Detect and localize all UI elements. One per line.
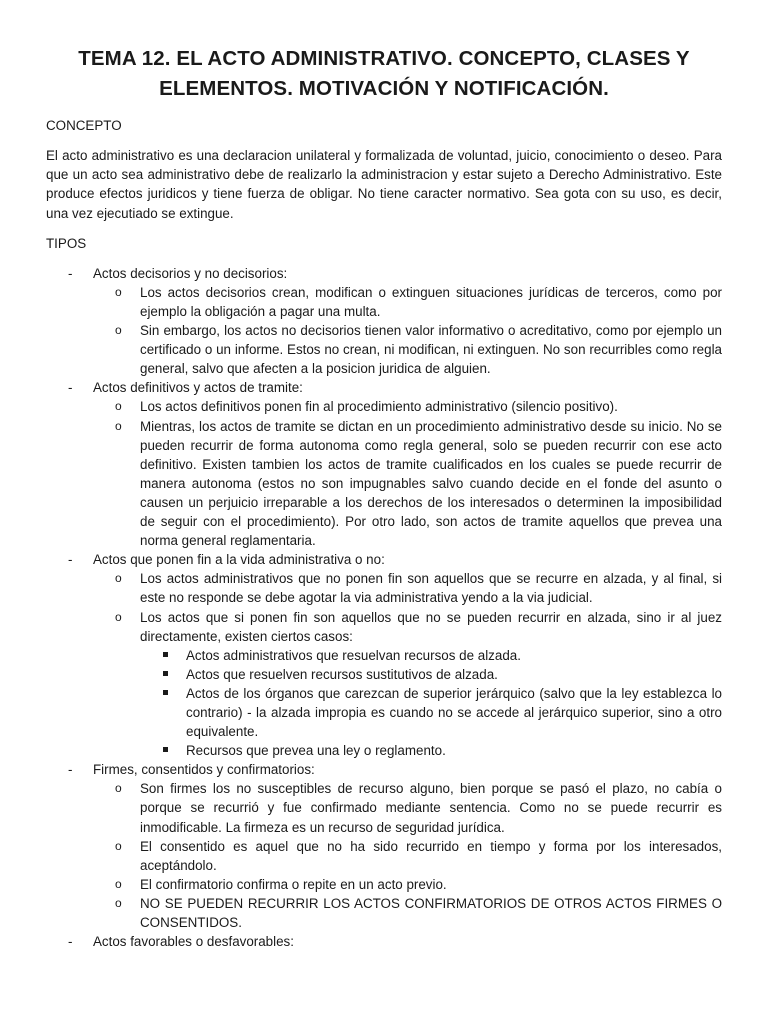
nested-list-item: [140, 646, 722, 665]
page-title: TEMA 12. EL ACTO ADMINISTRATIVO. CONCEPTO, CLASES Y ELEMENTOS. MOTIVACIÓN Y NOTIFICACIÓN.: [78, 47, 690, 100]
sub-list-item-text: Los actos definitivos ponen fin al procedimiento administrativo (silencio positivo).: [140, 399, 618, 415]
sub-list-item: [93, 894, 722, 932]
circle-bullet-icon: o: [115, 323, 122, 338]
concepto-paragraph: El acto administrativo es una declaracion unilateral y formalizada de voluntad, juicio, conocimiento o deseo. Para que un acto sea administrativo debe de realizarlo la administracion y estar sujeto a Derecho Administrativo. Este produce efectos juridicos y tiene fuerza de obligar. No tiene caracter normativo. Sea gota con su uso, es decir, una vez ejecutiado se extingue.: [46, 148, 722, 221]
sub-list: [93, 283, 722, 378]
list-item: [46, 264, 722, 379]
sub-list: [93, 569, 722, 760]
sub-list-item-text: Los actos decisorios crean, modifican o extinguen situaciones jurídicas de terceros, como por ejemplo la obligación a pagar una multa.: [140, 284, 722, 319]
list-item-label: Firmes, consentidos y confirmatorios:: [93, 762, 315, 778]
circle-bullet-icon: o: [115, 838, 122, 853]
dash-marker: -: [68, 762, 73, 778]
nested-list-item: [140, 684, 722, 741]
section-label-concepto: CONCEPTO: [46, 118, 122, 133]
sub-list-item: [93, 283, 722, 321]
list-item: [46, 378, 722, 550]
list-item: [46, 760, 722, 932]
sub-list-item-text: Sin embargo, los actos no decisorios tienen valor informativo o acreditativo, como por ejemplo un certificado o un informe. Estos no crean, ni modifican, ni extinguen. No son recurribles como regla general, salvo que afecten a la posicion juridica de alguien.: [140, 323, 722, 377]
sub-list: [93, 779, 722, 932]
nested-list-item: [140, 665, 722, 684]
sub-list-item: [93, 875, 722, 894]
nested-list-item-text: Actos de los órganos que carezcan de superior jerárquico (salvo que la ley establezca lo contrario) - la alzada impropia es cuando no se accede al jerárquico superior, sino a otro equivalente.: [186, 685, 722, 740]
sub-list-item-text: Mientras, los actos de tramite se dictan en un procedimiento administrativo desde su inicio. No se pueden recurrir de forma autonoma como regla general, solo se pueden recurrir con ese acto definitivo. Existen tambien los actos de tramite cualificados en los cuales se puede recurrir de manera autonoma (estos no son impugnables salvo cuando decide en el fonde del asunto o causen un perjuicio irreparable a los derechos de los interesados o determinen la imposibilidad de seguir con el procedimiento). Por otro lado, son actos de tramite aquellos que prevea una norma general reglamentaria.: [140, 418, 722, 549]
sub-list-item: [93, 608, 722, 761]
square-bullet-icon: [163, 690, 168, 695]
dash-marker: -: [68, 380, 73, 396]
tipos-list: [46, 264, 722, 951]
circle-bullet-icon: o: [115, 895, 122, 910]
dash-marker: -: [68, 552, 73, 568]
circle-bullet-icon: o: [115, 609, 122, 624]
sub-list-item-text: El consentido es aquel que no ha sido recurrido en tiempo y forma por los interesados, aceptándolo.: [140, 838, 722, 873]
sub-list: [93, 397, 722, 550]
square-bullet-icon: [163, 671, 168, 676]
circle-bullet-icon: o: [115, 399, 122, 414]
sub-list-item-text: Los actos administrativos que no ponen fin son aquellos que se recurre en alzada, y al final, si este no responde se debe agotar la via administrativa yendo a la via judicial.: [140, 571, 722, 606]
section-label-tipos: TIPOS: [46, 235, 87, 251]
list-item: [46, 550, 722, 760]
dash-marker: -: [68, 265, 73, 281]
nested-list-item-text: Recursos que prevea una ley o reglamento.: [186, 743, 446, 759]
square-bullet-icon: [163, 747, 168, 752]
sub-list-item: [93, 397, 722, 416]
list-item: [46, 932, 722, 951]
circle-bullet-icon: o: [115, 418, 122, 433]
sub-list-item: [93, 321, 722, 378]
dash-marker: -: [68, 934, 73, 950]
sub-list-item: [93, 417, 722, 551]
circle-bullet-icon: o: [115, 781, 122, 796]
nested-list-item-text: Actos que resuelven recursos sustitutivos de alzada.: [186, 666, 498, 682]
list-item-label: Actos favorables o desfavorables:: [93, 934, 294, 950]
list-item-label: Actos decisorios y no decisorios:: [93, 265, 288, 281]
circle-bullet-icon: o: [115, 876, 122, 891]
sub-list-item-text: Los actos que si ponen fin son aquellos que no se pueden recurrir en alzada, sino ir al juez directamente, existen ciertos casos:: [140, 609, 722, 644]
list-item-label: Actos que ponen fin a la vida administrativa o no:: [93, 552, 385, 568]
nested-list-item-text: Actos administrativos que resuelvan recursos de alzada.: [186, 647, 521, 663]
sub-list-item-text: El confirmatorio confirma o repite en un acto previo.: [140, 876, 447, 892]
sub-list-item-text: Son firmes los no susceptibles de recurso alguno, bien porque se pasó el plazo, no cabía o porque se recurrió y fue confirmado mediante sentencia. Como no se puede recurrir es inmodificable. La firmeza es un recurso de seguridad jurídica.: [140, 781, 722, 835]
sub-list-item: [93, 779, 722, 836]
circle-bullet-icon: o: [115, 284, 122, 299]
square-bullet-icon: [163, 652, 168, 657]
sub-list-item: [93, 569, 722, 607]
sub-list-item: [93, 837, 722, 875]
sub-list-item-text: NO SE PUEDEN RECURRIR LOS ACTOS CONFIRMATORIOS DE OTROS ACTOS FIRMES O CONSENTIDOS.: [140, 895, 722, 930]
list-item-label: Actos definitivos y actos de tramite:: [93, 380, 303, 396]
circle-bullet-icon: o: [115, 571, 122, 586]
nested-list: [140, 646, 722, 761]
nested-list-item: [140, 741, 722, 760]
